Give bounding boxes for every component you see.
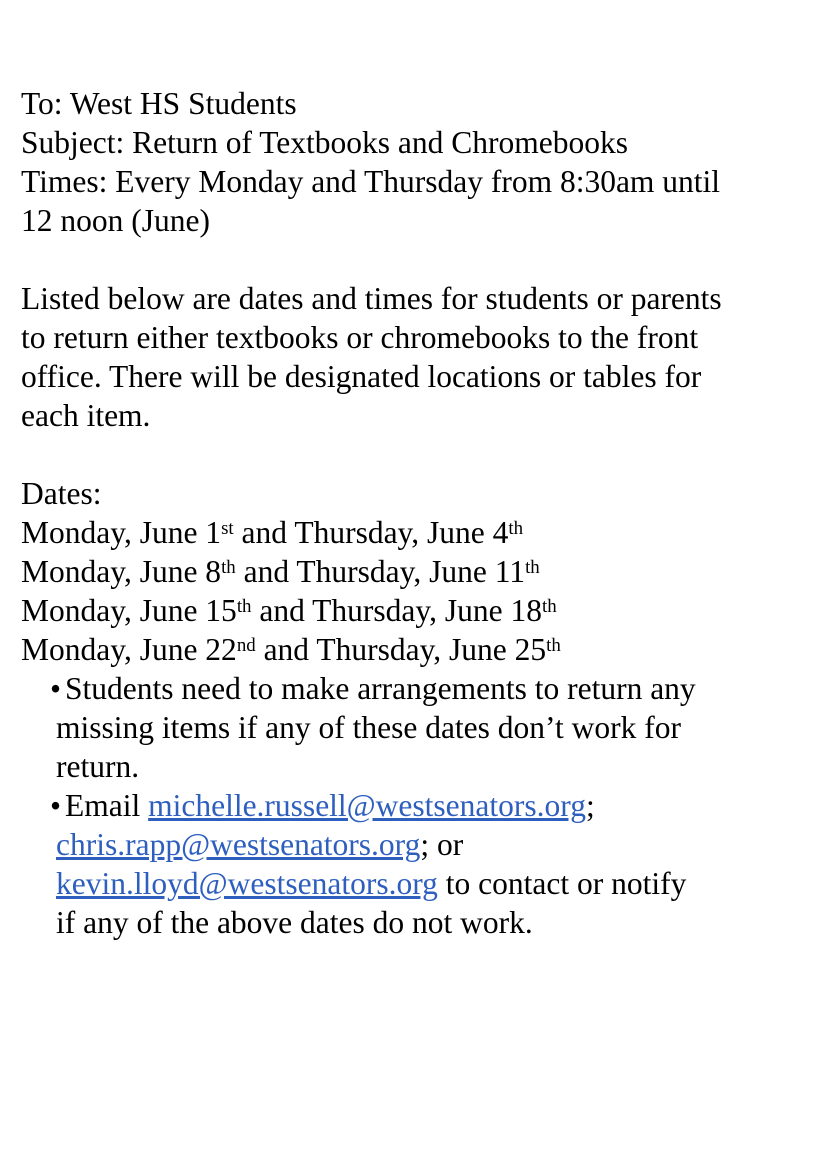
intro-line-1: Listed below are dates and times for students or parents (21, 281, 722, 316)
bullet-icon: • (50, 788, 62, 823)
ordinal-suffix: th (541, 595, 557, 617)
memo-times-line-2: 12 noon (June) (21, 203, 210, 238)
date-text: and Thursday, June 4 (233, 515, 509, 550)
memo-subject-line: Subject: Return of Textbooks and Chromebooks (21, 125, 629, 160)
bullet-item-email-contacts (21, 786, 799, 825)
bullet-text-continuation: return. (56, 749, 140, 784)
intro-line-3: office. There will be designated locations or tables for (21, 359, 702, 394)
bullet-item-arrangements (21, 669, 799, 708)
bullet-text-continuation: missing items if any of these dates don’t work for (56, 710, 681, 745)
date-text: Monday, June 15 (21, 593, 237, 628)
memo-to-line: To: West HS Students (21, 86, 297, 121)
intro-line-4: each item. (21, 398, 151, 433)
ordinal-suffix: st (221, 517, 234, 539)
bullet-text: ; (585, 788, 595, 823)
date-line-june-15-18 (21, 591, 799, 630)
intro-line-2: to return either textbooks or chromebooks to the front (21, 320, 699, 355)
email-link-michelle-russell[interactable]: michelle.russell@westsenators.org (148, 788, 586, 823)
date-line-june-8-11 (21, 552, 799, 591)
ordinal-suffix: th (546, 634, 561, 656)
memo-times-line-1: Times: Every Monday and Thursday from 8:30am until (21, 164, 721, 199)
date-text: and Thursday, June 18 (251, 593, 542, 628)
ordinal-suffix: th (508, 517, 524, 539)
bullet-text: ; or (420, 827, 464, 862)
dates-label: Dates: (21, 476, 102, 511)
date-text: and Thursday, June 11 (235, 554, 526, 589)
date-text: Monday, June 1 (21, 515, 222, 550)
ordinal-suffix: th (221, 556, 236, 578)
blank-line (21, 435, 799, 474)
bullet-text: to contact or notify (437, 866, 687, 901)
ordinal-suffix: th (525, 556, 540, 578)
email-link-chris-rapp[interactable]: chris.rapp@westsenators.org (56, 827, 421, 862)
email-link-kevin-lloyd[interactable]: kevin.lloyd@westsenators.org (56, 866, 438, 901)
bullet-text: Students need to make arrangements to return any (65, 671, 696, 706)
date-line-june-1-4 (21, 513, 799, 552)
ordinal-suffix: nd (236, 634, 256, 656)
bullet-text-continuation (21, 825, 799, 864)
bullet-text-continuation: if any of the above dates do not work. (56, 905, 533, 940)
bullet-text: Email (65, 788, 149, 823)
date-text: Monday, June 8 (21, 554, 222, 589)
date-text: and Thursday, June 25 (255, 632, 547, 667)
ordinal-suffix: th (236, 595, 252, 617)
date-text: Monday, June 22 (21, 632, 237, 667)
bullet-text-continuation (21, 864, 799, 903)
blank-line (21, 240, 799, 279)
date-line-june-22-25 (21, 630, 799, 669)
bullet-icon: • (50, 671, 62, 706)
